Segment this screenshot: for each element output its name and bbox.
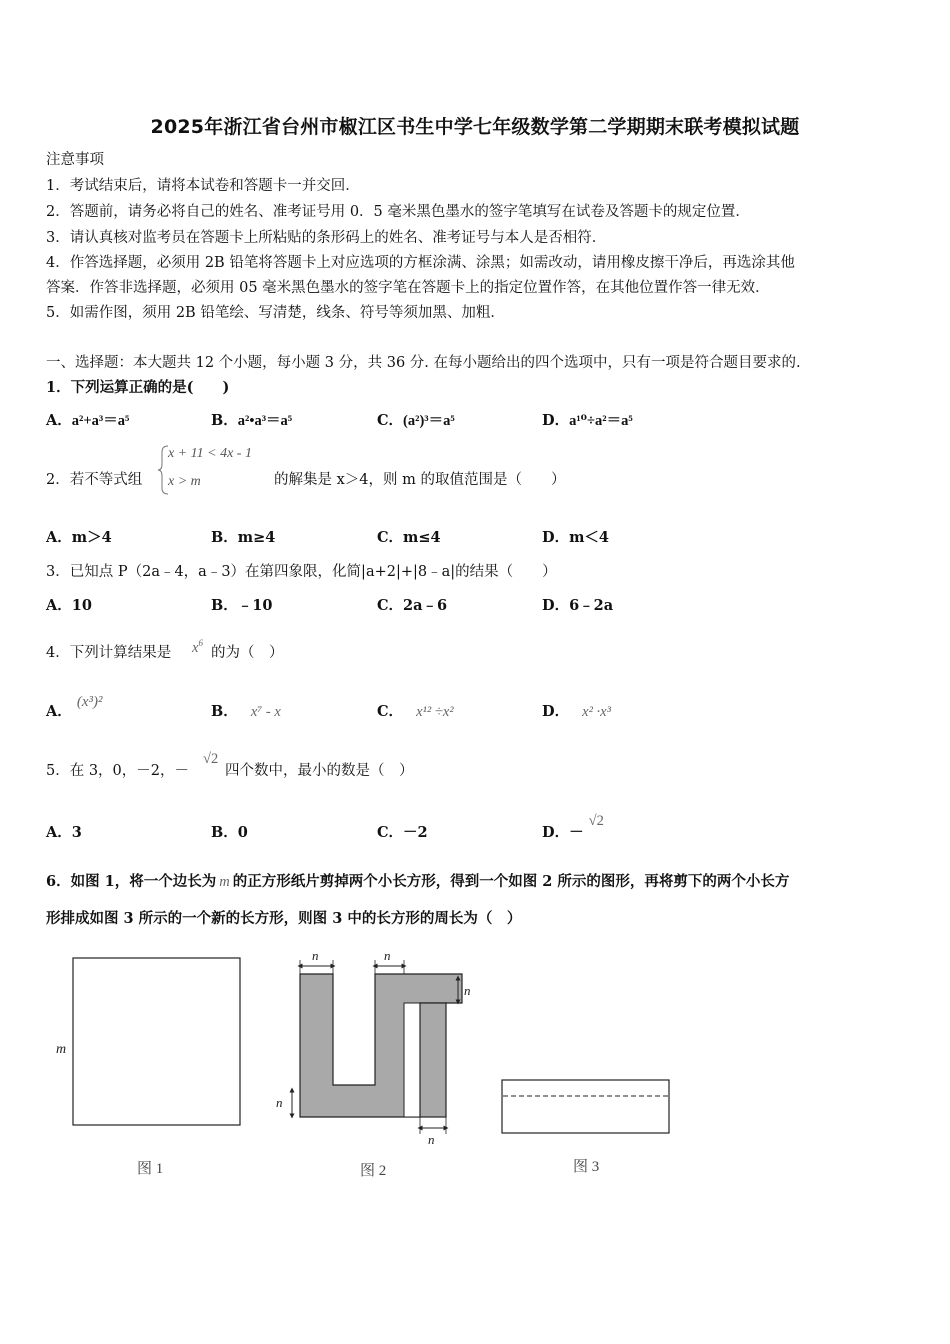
section-heading: 一、选择题：本大题共 12 个小题，每小题 3 分，共 36 分. 在每小题给出的四个选项中，只有一项是符合题目要求的. [46, 355, 801, 371]
question-2-suffix: 的解集是 x＞4，则 m 的取值范围是（ ） [274, 472, 566, 488]
question-1-stem: 1．下列运算正确的是( ) [46, 379, 230, 396]
fig2-slot-fill [420, 1003, 446, 1117]
question-5-suffix: 四个数中，最小的数是（ ） [225, 763, 414, 779]
q1-option-a-expr: a²+a³＝a⁵ [71, 413, 130, 429]
question-3-stem: 3．已知点 P（2a﹣4，a﹣3）在第四象限，化简|a+2|+|8﹣a|的结果（ ） [46, 564, 557, 580]
q3-option-d[interactable]: D．6﹣2a [542, 597, 614, 614]
q4-x6-expr: $x^6$ [192, 638, 203, 656]
fig1-label: 图 1 [137, 1161, 164, 1177]
q5-option-c[interactable]: C．－2 [377, 824, 428, 841]
note-item-1: 1．考试结束后，请将本试卷和答题卡一并交回． [46, 178, 360, 194]
fig2-n-label-bottom: n [428, 1132, 435, 1147]
fig2-slot [404, 1003, 420, 1117]
q4-option-d[interactable]: D． x² ·x³ [542, 703, 611, 720]
q3-option-b[interactable]: B．﹣10 [211, 597, 273, 614]
q4-option-d-expr: x² ·x³ [582, 704, 611, 720]
q5-option-b[interactable]: B．0 [211, 824, 248, 841]
q2-option-d[interactable]: D．m＜4 [542, 529, 610, 546]
figures-svg [0, 940, 950, 1200]
fig3-label: 图 3 [573, 1159, 600, 1175]
note-item-2: 2．答题前，请务必将自己的姓名、准考证号用 0．5 毫米黑色墨水的签字笔填写在试卷及答题卡的规定位置． [46, 204, 750, 220]
page-title: 2025年浙江省台州市椒江区书生中学七年级数学第二学期期末联考模拟试题 [150, 116, 800, 138]
question-5-prefix: 5．在 3，0，－2，－ [46, 763, 190, 779]
q2-option-b[interactable]: B．m≥4 [211, 529, 276, 546]
question-4-suffix: 的为（ ） [211, 645, 284, 661]
note-item-5: 5．如需作图，须用 2B 铅笔绘、写清楚，线条、符号等须加黑、加粗． [46, 305, 505, 321]
q4-option-a[interactable]: A． (x³)² [46, 694, 103, 720]
q5-option-d[interactable]: D．－ √2 [542, 813, 604, 841]
question-6-line-1: 6．如图 1，将一个边长为 m 的正方形纸片剪掉两个小长方形，得到一个如图 2 所示的图形，再将剪下的两个小长方 [46, 873, 790, 890]
q4-option-c-expr: x¹² ÷x² [416, 704, 454, 720]
q1-option-d[interactable]: D．a¹⁰÷a²＝a⁵ [542, 412, 633, 429]
q1-option-c[interactable]: C．(a²)³＝a⁵ [377, 412, 455, 429]
note-item-4: 4．作答选择题，必须用 2B 铅笔将答题卡上对应选项的方框涂满、涂黑；如需改动，请用橡皮擦干净后，再选涂其他 [46, 255, 795, 271]
fig2-n-label-top-right: n [384, 948, 391, 963]
question-6-line-2: 形排成如图 3 所示的一个新的长方形，则图 3 中的长方形的周长为（ ） [46, 910, 522, 927]
fig2-n-label-top-left: n [312, 948, 319, 963]
q3-option-a[interactable]: A．10 [46, 597, 92, 614]
fig3-rectangle [502, 1080, 669, 1133]
q5-sqrt2-expr: √2 [203, 751, 219, 767]
q1-option-d-expr: a¹⁰÷a²＝a⁵ [569, 413, 633, 429]
note-item-4-cont: 答案．作答非选择题，必须用 05 毫米黑色墨水的签字笔在答题卡上的指定位置作答，在其他位置作答一律无效． [46, 280, 770, 296]
inequality-line-2: x > m [168, 474, 201, 489]
question-2-prefix: 2．若不等式组 [46, 472, 143, 488]
fig1-m-label: m [56, 1042, 67, 1057]
q5-option-a[interactable]: A．3 [46, 824, 82, 841]
question-4-prefix: 4．下列计算结果是 [46, 645, 172, 661]
q4-option-c[interactable]: C． x¹² ÷x² [377, 703, 454, 720]
q2-option-a[interactable]: A．m＞4 [46, 529, 112, 546]
q4-option-b[interactable]: B． x⁷ - x [211, 703, 281, 720]
inequality-line-1: x + 11 < 4x - 1 [168, 446, 252, 461]
q5-option-d-sqrt: √2 [588, 813, 604, 829]
notes-heading: 注意事项 [46, 152, 104, 168]
inequality-system [158, 444, 268, 496]
q1-option-b-expr: a²•a³＝a⁵ [237, 413, 293, 429]
q1-option-a[interactable]: A．a²+a³＝a⁵ [46, 412, 130, 429]
note-item-3: 3．请认真核对监考员在答题卡上所粘贴的条形码上的姓名、准考证号与本人是否相符． [46, 230, 607, 246]
q4-option-b-expr: x⁷ - x [250, 704, 281, 720]
q1-option-c-expr: (a²)³＝a⁵ [403, 413, 455, 429]
q1-option-b[interactable]: B．a²•a³＝a⁵ [211, 412, 293, 429]
q3-option-c[interactable]: C．2a﹣6 [377, 597, 448, 614]
q6-m-var: m [219, 874, 230, 890]
fig2-label: 图 2 [360, 1163, 387, 1179]
q4-option-a-expr: (x³)² [76, 694, 103, 710]
q2-option-c[interactable]: C．m≤4 [377, 529, 441, 546]
fig2-n-label-left: n [276, 1095, 283, 1110]
fig2-n-label-right: n [464, 983, 471, 998]
fig1-square [73, 958, 240, 1125]
